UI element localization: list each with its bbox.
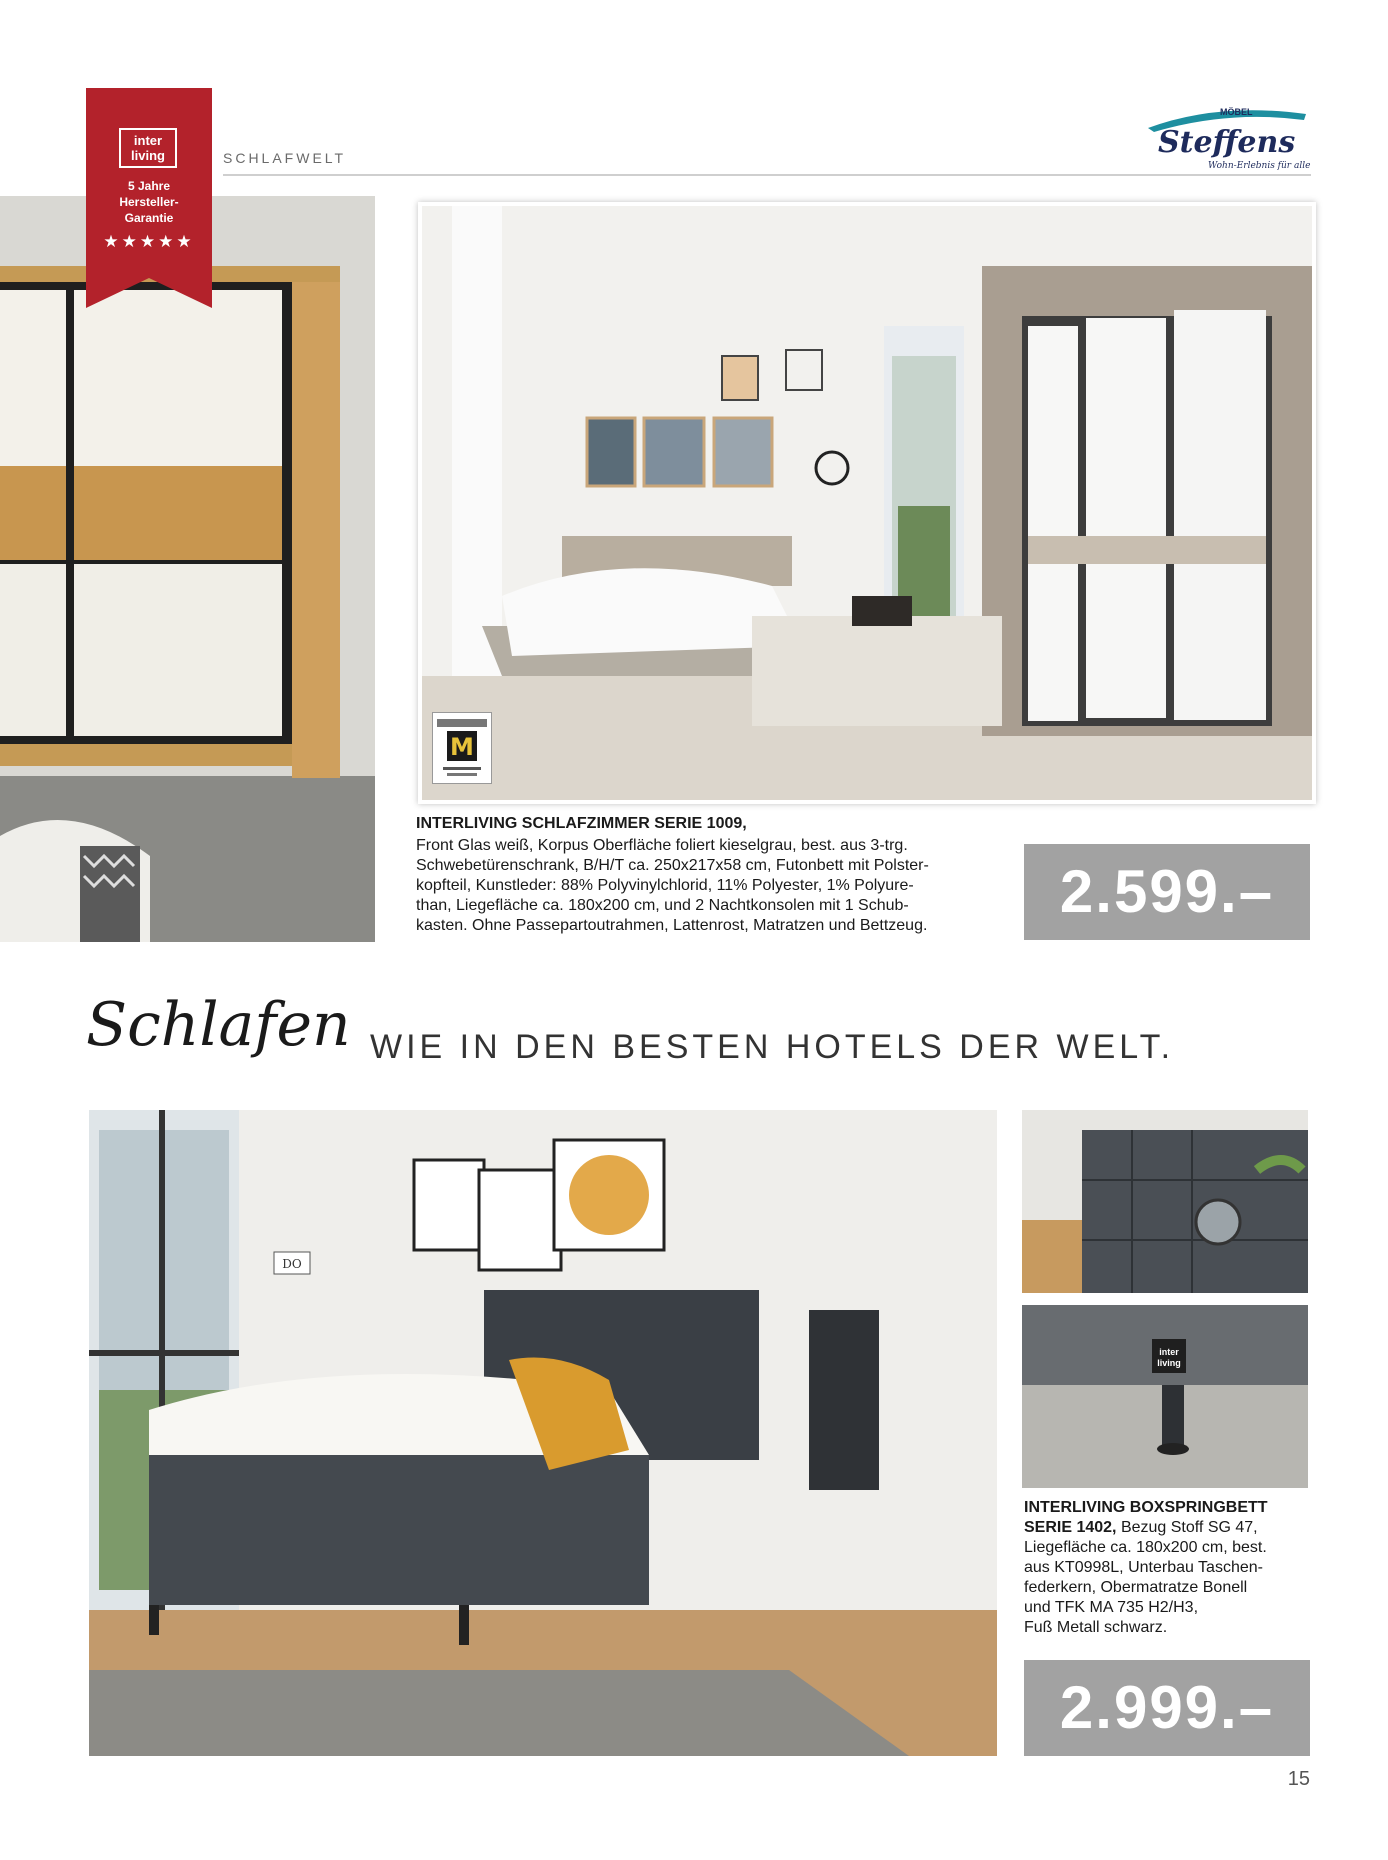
headboard-detail-photo [1022,1110,1308,1293]
product-1-line: Front Glas weiß, Korpus Oberfläche foliert kieselgrau, best. aus 3-trg. [416,837,908,854]
product-2-title-line-2-wrap [1024,1518,1314,1538]
page-number: 15 [1287,1768,1310,1790]
product-2-title-line-2: SERIE 1402, [1024,1519,1117,1536]
product-2-line: und TFK MA 735 H2/H3, [1024,1599,1199,1616]
product-1-line: kasten. Ohne Passepartoutrahmen, Lattenrost, Matratzen und Bettzeug. [416,917,928,934]
brand-logo [1128,100,1314,172]
headline-tagline: WIE IN DEN BESTEN HOTELS DER WELT. [370,1028,1175,1066]
brand-name: Steffens [1158,125,1296,160]
product-1-line: than, Liegefläche ca. 180x200 cm, und 2 Nachtkonsolen mit 1 Schub- [416,897,909,914]
guarantee-line-2: Hersteller- [119,195,179,209]
award-seal [432,712,492,784]
guarantee-stars: ★★★★★ [103,232,195,251]
award-seal-letter: M [450,733,474,761]
headline-script: Schlafen [86,990,351,1060]
product-1-description [416,836,996,936]
product-2-line: aus KT0998L, Unterbau Taschen- [1024,1559,1263,1576]
guarantee-line-1: 5 Jahre [127,179,171,193]
product-2-line: Fuß Metall schwarz. [1024,1619,1168,1636]
guarantee-text [86,178,212,226]
bed-foot-detail-photo [1022,1305,1308,1488]
product-1-line: kopfteil, Kunstleder: 88% Polyvinylchlorid, 11% Polyester, 1% Polyure- [416,877,914,894]
boxspring-bed-photo [89,1110,997,1756]
badge-logo-word-2: living [131,148,165,163]
product-1-price: 2.599.– [1059,858,1275,925]
product-2-price: 2.999.– [1059,1674,1275,1741]
badge-logo-word-1: inter [133,133,163,148]
section-label: SCHLAFWELT [223,150,347,166]
brand-tagline: Wohn-Erlebnis für alle [1208,161,1311,171]
product-1-line: Schwebetürenschrank, B/H/T ca. 250x217x58 cm, Futonbett mit Polster- [416,857,929,874]
product-2-line-2-rest: Bezug Stoff SG 47, [1116,1519,1258,1536]
product-2-title-line-1: INTERLIVING BOXSPRINGBETT [1024,1499,1268,1516]
product-1-title: INTERLIVING SCHLAFZIMMER SERIE 1009, [416,815,747,832]
product-2-line: federkern, Obermatratze Bonell [1024,1579,1248,1596]
inset-logo-word-1: inter [1159,1347,1179,1357]
product-2-description [1024,1498,1314,1638]
inset-logo-word-2: living [1157,1358,1181,1368]
brand-small-text: MÖBEL [1220,107,1253,117]
product-2-line: Liegefläche ca. 180x200 cm, best. [1024,1539,1267,1556]
bedroom-photo [418,202,1316,804]
header-divider [223,174,1311,176]
bed-photo-sign-text: DO [282,1257,302,1271]
guarantee-line-3: Garantie [124,211,174,225]
interliving-badge-logo [119,128,177,168]
